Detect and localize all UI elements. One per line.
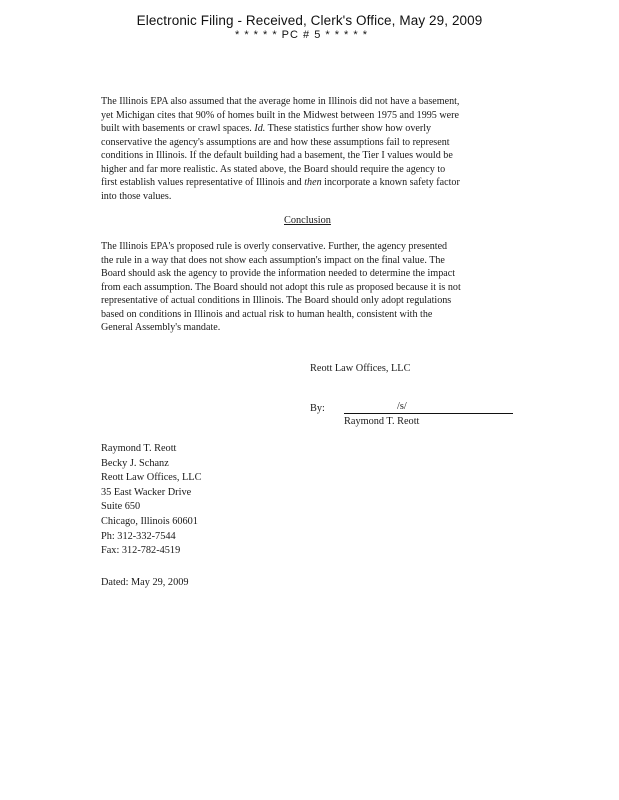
conclusion-heading: Conclusion: [284, 215, 331, 226]
text-line: The Illinois EPA's proposed rule is overly conservative. Further, the agency presented: [101, 241, 448, 252]
address-line: 35 East Wacker Drive: [101, 486, 192, 498]
address-line: Ph: 312-332-7544: [101, 530, 176, 542]
text-line: The Illinois EPA also assumed that the average home in Illinois did not have a basement,: [101, 96, 460, 107]
text-segment: incorporate a known safety factor: [324, 177, 460, 188]
text-line: from each assumption. The Board should not adopt this rule as proposed because it is not: [101, 281, 461, 293]
signature-firm: Reott Law Offices, LLC: [310, 363, 411, 374]
text-line: higher and far more realistic. As stated above, the Board should require the agency to: [101, 163, 446, 175]
signer-name: Raymond T. Reott: [344, 416, 420, 427]
signature-mark: /s/: [397, 401, 407, 412]
text-line: the rule in a way that does not show each assumption's impact on the final value. The: [101, 254, 445, 266]
text-line: conditions in Illinois. If the default building had a basement, the Tier I values would be: [101, 150, 453, 161]
text-line: Board should ask the agency to provide the information needed to determine the impact: [101, 268, 456, 279]
address-line: Chicago, Illinois 60601: [101, 515, 198, 527]
address-line: Reott Law Offices, LLC: [101, 472, 202, 484]
address-line: Fax: 312-782-4519: [101, 545, 181, 557]
address-line: Raymond T. Reott: [101, 443, 177, 454]
text-segment: These statistics further show how overly: [267, 123, 432, 134]
text-line: based on conditions in Illinois and actual risk to human health, consistent with the: [101, 308, 433, 320]
text-line: yet Michigan cites that 90% of homes built in the Midwest between 1975 and 1995 were: [101, 109, 459, 121]
filing-stamp: Electronic Filing - Received, Clerk's Office, May 29, 2009: [136, 13, 483, 28]
text-line: [101, 122, 513, 136]
address-line: Becky J. Schanz: [101, 457, 169, 469]
text-segment: built with basements or crawl spaces.: [101, 123, 252, 134]
text-segment: first establish values representative of Illinois and: [101, 177, 302, 188]
pc-marker: * * * * * PC # 5 * * * * *: [235, 29, 368, 41]
citation-id: Id.: [254, 123, 266, 134]
text-line: [101, 176, 513, 190]
paragraph-basement-assumption: [101, 95, 513, 203]
text-line: into those values.: [101, 190, 172, 202]
text-line: representative of actual conditions in Illinois. The Board should only adopt regulations: [101, 295, 452, 306]
signature-line: [344, 413, 513, 414]
dated-line: Dated: May 29, 2009: [101, 577, 189, 588]
text-line: conservative the agency's assumptions are and how these assumptions fail to represent: [101, 136, 450, 148]
address-line: Suite 650: [101, 501, 141, 513]
paragraph-conclusion: [101, 240, 513, 335]
emphasis-then: then: [304, 177, 322, 188]
address-block: [101, 442, 201, 559]
signature-by-label: By:: [310, 403, 325, 414]
text-line: General Assembly's mandate.: [101, 322, 221, 333]
